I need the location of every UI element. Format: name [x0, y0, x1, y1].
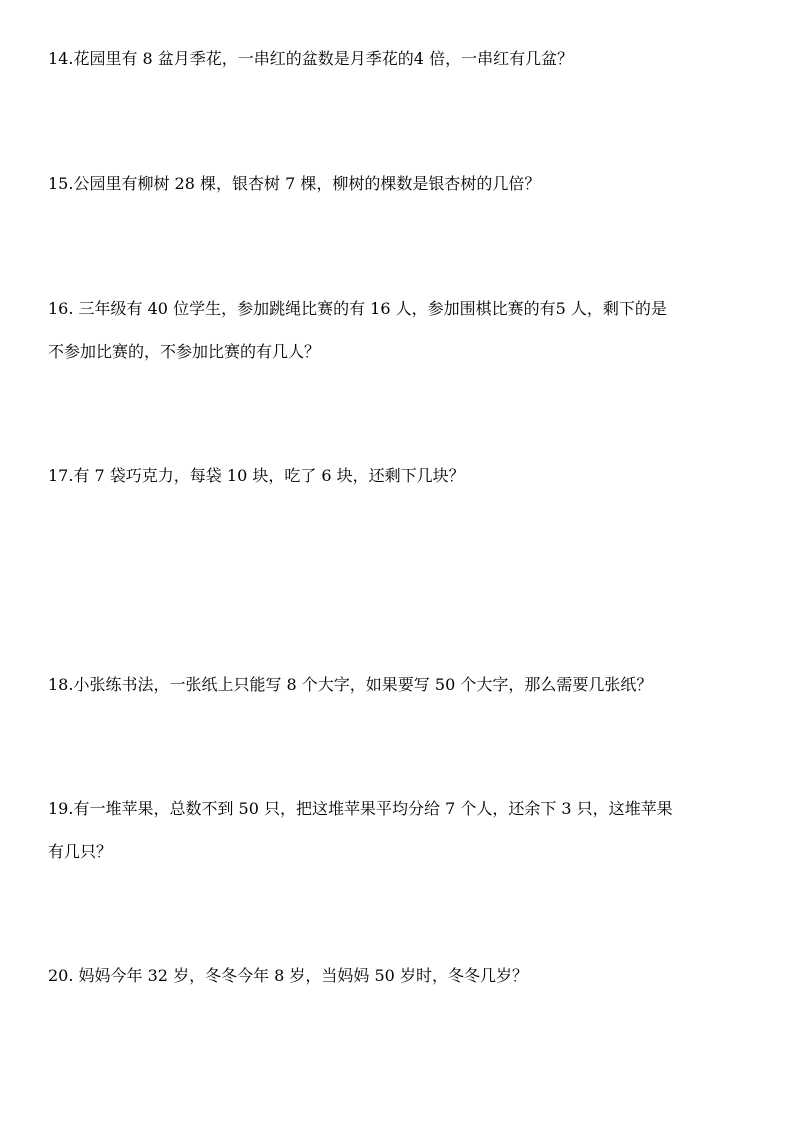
question-16-line-2: 不参加比赛的，不参加比赛的有几人？: [48, 342, 321, 361]
question-17: 17.有 7 袋巧克力，每袋 10 块，吃了 6 块，还剩下几块？: [48, 466, 465, 485]
question-15: 15.公园里有柳树 28 棵，银杏树 7 棵，柳树的棵数是银杏树的几倍？: [48, 174, 541, 193]
question-18: 18.小张练书法，一张纸上只能写 8 个大字，如果要写 50 个大字，那么需要几张纸？: [48, 675, 653, 694]
question-16-line-1: 16. 三年级有 40 位学生，参加跳绳比赛的有 16 人，参加围棋比赛的有5 人，剩下的是: [48, 299, 667, 318]
question-20: 20. 妈妈今年 32 岁，冬冬今年 8 岁，当妈妈 50 岁时，冬冬几岁？: [48, 966, 528, 985]
question-14: 14.花园里有 8 盆月季花，一串红的盆数是月季花的4 倍，一串红有几盆？: [48, 49, 574, 68]
question-19-line-1: 19.有一堆苹果，总数不到 50 只，把这堆苹果平均分给 7 个人，还余下 3 只，这堆苹果: [48, 799, 673, 818]
question-19-line-2: 有几只？: [48, 842, 113, 861]
